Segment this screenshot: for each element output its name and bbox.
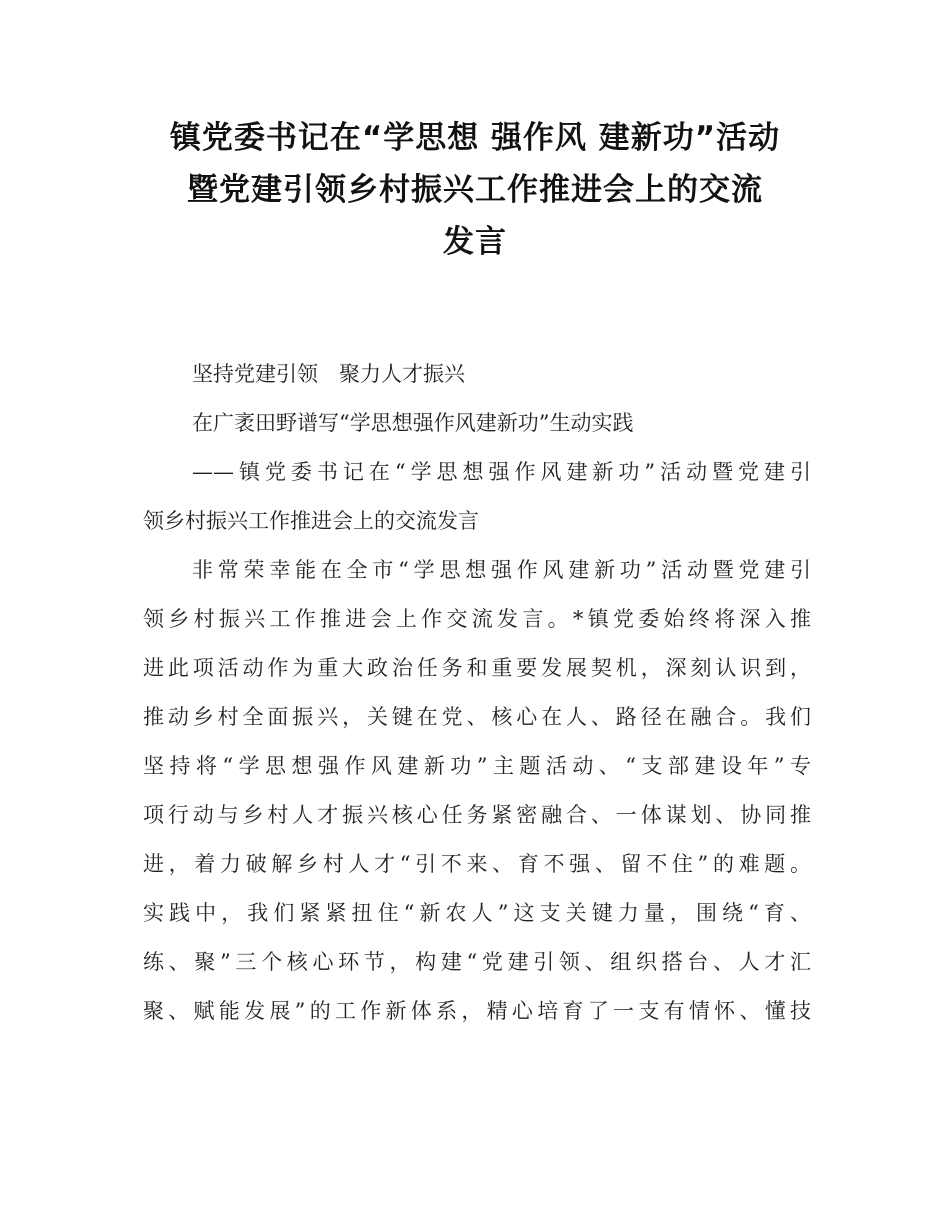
byline-line: 领乡村振兴工作推进会上的交流发言 <box>143 509 479 533</box>
paragraph-line: 推动乡村全面振兴，关键在党、核心在人、路径在融合。我们 <box>143 705 811 729</box>
subtitle-line: 坚持党建引领 聚力人才振兴 <box>192 362 465 386</box>
paragraph-line: 进，着力破解乡村人才“引不来、育不强、留不住”的难题。 <box>143 852 811 876</box>
title-line: 暨党建引领乡村振兴工作推进会上的交流 <box>187 172 763 208</box>
paragraph-line: 坚持将“学思想强作风建新功”主题活动、“支部建设年”专 <box>143 754 811 778</box>
title-line: 发言 <box>443 224 507 260</box>
document-title <box>120 112 830 268</box>
document-body <box>143 350 811 1036</box>
subtitle <box>143 350 811 399</box>
subheading-line: 在广袤田野谱写“学思想强作风建新功”生动实践 <box>192 411 634 435</box>
body-paragraph <box>143 546 811 1036</box>
paragraph-line: 练、聚”三个核心环节，构建“党建引领、组织搭台、人才汇 <box>143 950 811 974</box>
subheading <box>143 399 811 448</box>
paragraph-line: 实践中，我们紧紧扭住“新农人”这支关键力量，围绕“育、 <box>143 901 811 925</box>
paragraph-line: 领乡村振兴工作推进会上作交流发言。*镇党委始终将深入推 <box>143 607 811 631</box>
paragraph-line: 非常荣幸能在全市“学思想强作风建新功”活动暨党建引 <box>192 558 811 582</box>
paragraph-line: 聚、赋能发展”的工作新体系，精心培育了一支有情怀、懂技 <box>143 999 811 1023</box>
title-line: 镇党委书记在“学思想 强作风 建新功”活动 <box>169 120 781 156</box>
byline <box>143 448 811 546</box>
byline-line: ——镇党委书记在“学思想强作风建新功”活动暨党建引 <box>192 460 811 484</box>
paragraph-line: 项行动与乡村人才振兴核心任务紧密融合、一体谋划、协同推 <box>143 803 811 827</box>
paragraph-line: 进此项活动作为重大政治任务和重要发展契机，深刻认识到， <box>143 656 811 680</box>
